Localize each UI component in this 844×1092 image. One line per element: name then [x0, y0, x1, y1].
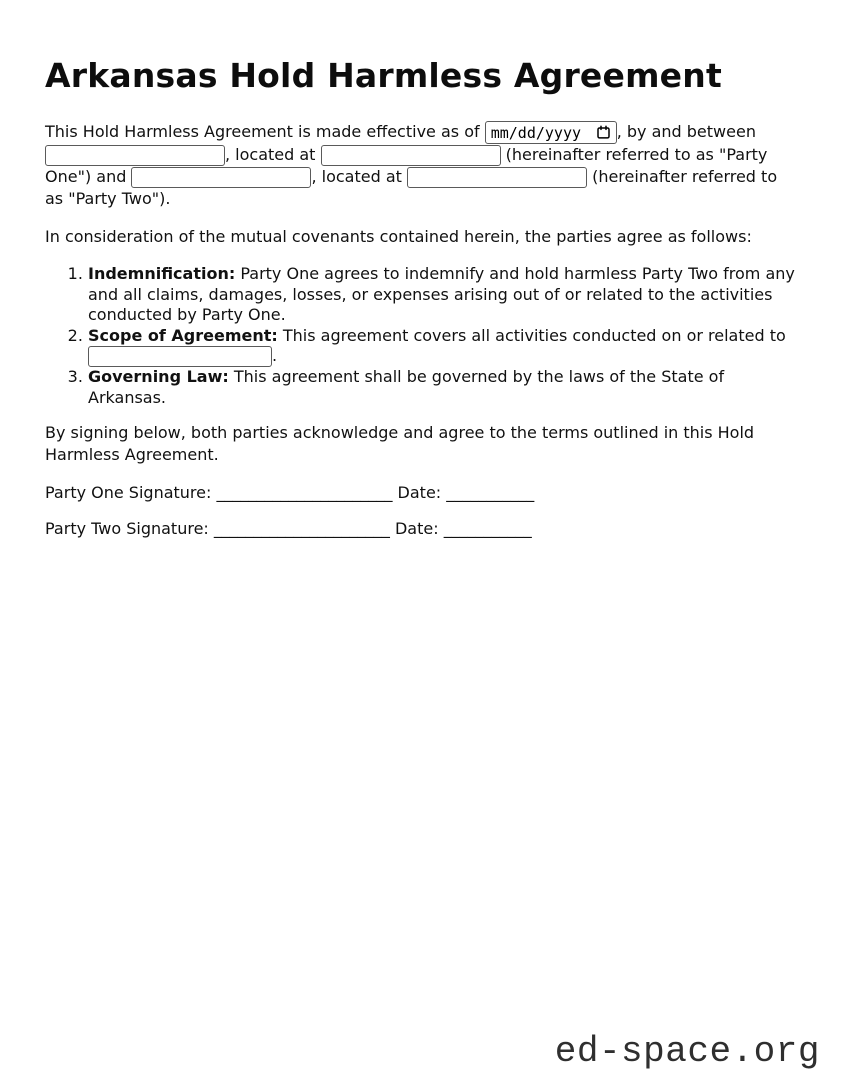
scope-text-before: This agreement covers all activities conducted on or related to [277, 325, 786, 345]
date-placeholder: mm/dd/yyyy [490, 123, 582, 142]
party-two-address-input[interactable] [407, 167, 587, 188]
date-input[interactable] [485, 121, 617, 144]
list-item-governing-law [88, 367, 798, 408]
indemnification-label: Indemnification: [88, 264, 236, 283]
calendar-icon[interactable] [596, 125, 611, 140]
closing-paragraph: By signing below, both parties acknowledge and agree to the terms outlined in this Hold Harmless Agreement. [45, 423, 755, 464]
intro-seg-2: , by and between [616, 122, 756, 141]
page-title: Arkansas Hold Harmless Agreement [45, 56, 722, 95]
covenant-paragraph: In consideration of the mutual covenants contained herein, the parties agree as follows: [45, 227, 752, 246]
indemnification-text: Party One agrees to indemnify and hold harmless Party Two from any and all claims, damages, losses, or expenses arising out of or related to the activities conducted by Party One. [88, 264, 795, 324]
intro-seg-3: , located at [225, 145, 321, 164]
intro-seg-5: , located at [311, 167, 407, 186]
party-two-name-input[interactable] [131, 167, 311, 188]
watermark: ed-space.org [554, 1031, 820, 1072]
intro-seg-6: (hereinafter referred to as "Party Two"). [45, 167, 778, 208]
party-one-signature-line: Party One Signature: ______________________ Date: ___________ [45, 483, 535, 502]
intro-seg-1: This Hold Harmless Agreement is made effective as of [45, 122, 485, 141]
governing-law-text: This agreement shall be governed by the laws of the State of Arkansas. [88, 367, 725, 407]
list-item-scope [88, 326, 798, 368]
scope-text-after: . [272, 346, 278, 365]
party-one-name-input[interactable] [45, 145, 225, 166]
terms-list [45, 264, 798, 408]
party-one-address-input[interactable] [321, 145, 501, 166]
scope-label: Scope of Agreement: [88, 325, 278, 345]
intro-seg-4: (hereinafter referred to as "Party One") and [45, 145, 768, 186]
party-two-signature-line: Party Two Signature: ______________________ Date: ___________ [45, 519, 532, 538]
list-item-indemnification [88, 264, 798, 326]
governing-law-label: Governing Law: [88, 367, 229, 386]
scope-input[interactable] [88, 346, 272, 367]
intro-paragraph [45, 121, 798, 210]
